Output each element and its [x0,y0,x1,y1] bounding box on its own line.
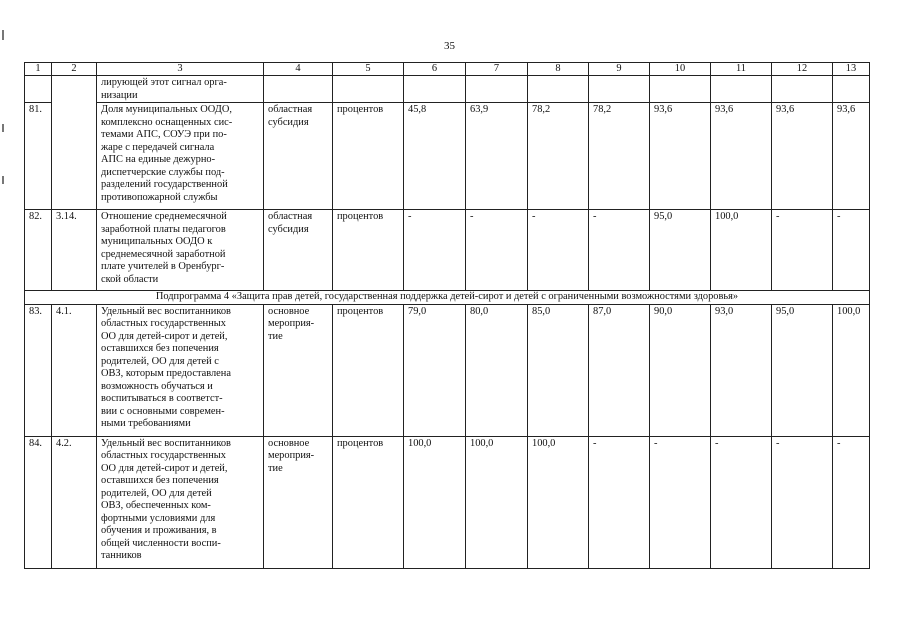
value-cell: - [711,436,772,568]
value-cell: - [833,210,870,291]
scan-margin-mark [2,30,4,40]
value-cell: - [772,436,833,568]
subprogram-row [25,291,870,305]
row-number: 83. [25,304,52,436]
unit: процентов [333,103,404,210]
header-cell: 6 [404,63,466,76]
header-cell: 9 [589,63,650,76]
indicator-text: Удельный вес воспитанников областных государственных ОО для детей-сирот и детей, оставшихся без попечения родителей, ОО для детей ОВЗ, обеспеченных ком- фортными условиями для обучения и проживания, в общей численности воспи- танников [97,436,264,568]
value-cell: 100,0 [404,436,466,568]
header-cell: 5 [333,63,404,76]
value-cell: 93,6 [650,103,711,210]
value-cell: - [772,210,833,291]
header-cell: 3 [97,63,264,76]
header-cell: 7 [466,63,528,76]
value-cell: - [589,436,650,568]
table-row-continuation [25,76,870,103]
value-cell: 100,0 [528,436,589,568]
funding-source: основное мероприя- тие [264,304,333,436]
indicator-text: Удельный вес воспитанников областных государственных ОО для детей-сирот и детей, оставшихся без попечения родителей, ОО для детей с ОВЗ, которым предоставлена возможность обучаться и воспитываться в соответст- вии с основными современ- ными требованиями [97,304,264,436]
row-number: 82. [25,210,52,291]
scan-margin-mark [2,176,4,184]
header-cell: 13 [833,63,870,76]
value-cell: - [466,210,528,291]
scan-margin-mark [2,124,4,132]
row-number: 84. [25,436,52,568]
table-row [25,210,870,291]
value-cell: 80,0 [466,304,528,436]
header-cell: 12 [772,63,833,76]
value-cell: 100,0 [466,436,528,568]
indicator-text: Доля муниципальных ООДО, комплексно оснащенных сис- темами АПС, СОУЭ при по- жаре с передачей сигнала АПС на единые дежурно- диспетчерские службы под- разделений государственной противопожарной службы [97,103,264,210]
header-cell: 11 [711,63,772,76]
value-cell: 78,2 [589,103,650,210]
code-cell: 4.1. [52,304,97,436]
value-cell: 87,0 [589,304,650,436]
table-row [25,436,870,568]
header-cell: 8 [528,63,589,76]
header-cell: 2 [52,63,97,76]
indicators-table [24,62,870,569]
value-cell: - [589,210,650,291]
value-cell: 90,0 [650,304,711,436]
value-cell: 100,0 [833,304,870,436]
value-cell: 78,2 [528,103,589,210]
header-cell: 4 [264,63,333,76]
value-cell: 63,9 [466,103,528,210]
funding-source: основное мероприя- тие [264,436,333,568]
value-cell: 93,6 [772,103,833,210]
value-cell: 79,0 [404,304,466,436]
header-cell: 10 [650,63,711,76]
value-cell: 93,6 [833,103,870,210]
value-cell: 93,6 [711,103,772,210]
indicator-text: лирующей этот сигнал орга- низации [97,76,264,103]
unit: процентов [333,210,404,291]
indicator-text: Отношение среднемесячной заработной платы педагогов муниципальных ООДО к среднемесячной заработной плате учителей в Оренбург- ской области [97,210,264,291]
value-cell: 100,0 [711,210,772,291]
value-cell: - [833,436,870,568]
table-row [25,103,870,210]
subprogram-title: Подпрограмма 4 «Защита прав детей, государственная поддержка детей-сирот и детей с ограниченными возможностями здоровья» [25,291,870,305]
value-cell: 45,8 [404,103,466,210]
funding-source: областная субсидия [264,210,333,291]
value-cell: - [650,436,711,568]
value-cell: 93,0 [711,304,772,436]
value-cell: - [528,210,589,291]
value-cell: 95,0 [772,304,833,436]
code-cell: 3.14. [52,210,97,291]
value-cell: - [404,210,466,291]
funding-source: областная субсидия [264,103,333,210]
value-cell: 85,0 [528,304,589,436]
value-cell: 95,0 [650,210,711,291]
page-number: 35 [444,40,455,52]
table-row [25,304,870,436]
column-number-row [25,63,870,76]
header-cell: 1 [25,63,52,76]
code-cell: 4.2. [52,436,97,568]
unit: процентов [333,304,404,436]
unit: процентов [333,436,404,568]
row-number: 81. [25,103,52,210]
